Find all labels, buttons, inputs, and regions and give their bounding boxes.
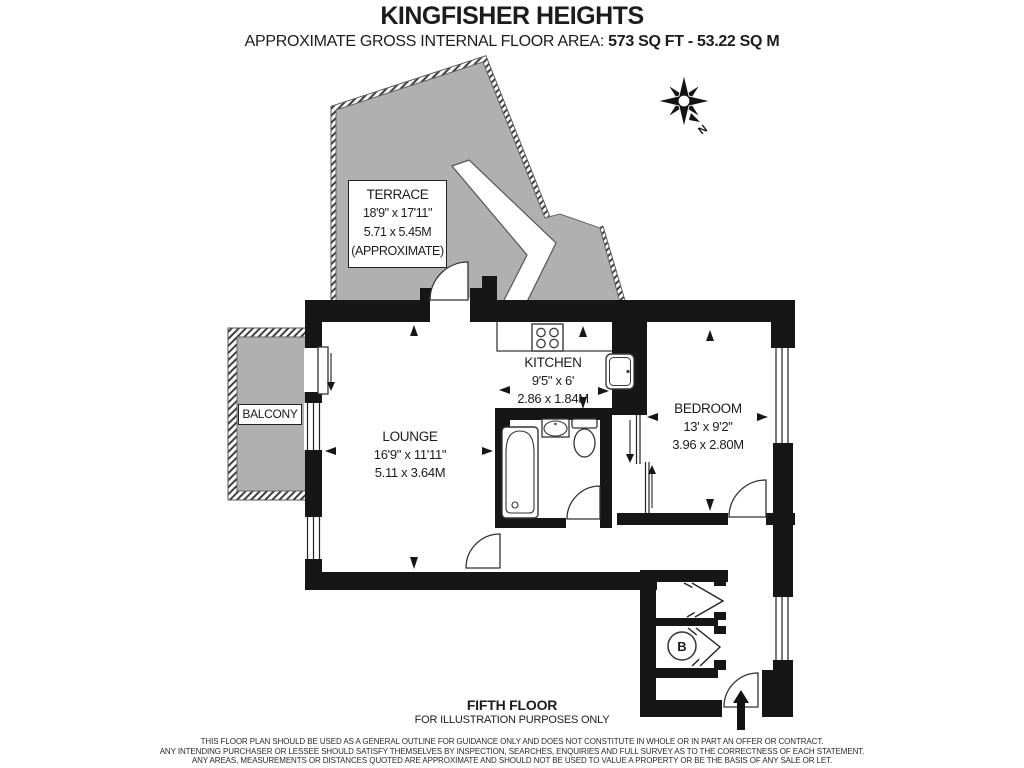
floor-area-value: 573 SQ FT - 53.22 SQ M [608, 33, 780, 50]
lounge-label [310, 428, 510, 482]
toilet-bowl-icon [574, 429, 595, 457]
lounge-name: LOUNGE [382, 429, 438, 444]
kitchen-label [473, 354, 633, 408]
bedroom-label [628, 400, 788, 454]
kitchen-name: KITCHEN [524, 355, 582, 370]
hob-icon [532, 324, 563, 351]
floor-area-subtitle [0, 33, 1024, 51]
bedroom-name: BEDROOM [674, 401, 742, 416]
toilet-cistern-icon [572, 419, 597, 428]
balcony-label-box [238, 404, 302, 425]
balcony-door-leaf [318, 347, 328, 394]
terrace-dims-imperial: 18'9" x 17'11" [363, 206, 432, 220]
disclaimer-line: ANY INTENDING PURCHASER OR LESSEE SHOULD SATISFY THEMSELVES BY INSPECTION, SEARCHES, ENQUIRIES AND FULL SURVEY AS TO THE CORRECTNESS OF EACH STATEMENT. [159, 746, 865, 756]
lounge-dims-imperial: 16'9" x 11'11" [373, 447, 447, 462]
bedroom-dims-imperial: 13' x 9'2" [683, 419, 733, 434]
compass-north-label: N [696, 122, 710, 138]
slide-arrow-down [626, 454, 634, 463]
terrace-name: TERRACE [366, 187, 429, 202]
bedroom-dims-metric: 3.96 x 2.80M [672, 437, 744, 452]
disclaimer-line: THIS FLOOR PLAN SHOULD BE USED AS A GENERAL OUTLINE FOR GUIDANCE ONLY AND DOES NOT CONSTITUTE IN WHOLE OR IN PART AN OFFER OR CONTRACT. [200, 737, 824, 746]
floor-name: FIFTH FLOOR [466, 697, 558, 713]
lounge-dims-metric: 5.11 x 3.64M [374, 465, 446, 480]
boiler-label: B [677, 639, 687, 654]
page-title: KINGFISHER HEIGHTS [380, 2, 644, 30]
disclaimer-block [0, 737, 1024, 766]
kitchen-dims-imperial: 9'5" x 6' [531, 373, 575, 388]
disclaimer-line: ANY AREAS, MEASUREMENTS OR DISTANCES QUOTED ARE APPROXIMATE AND SHOULD NOT BE USED TO VALUE A PROPERTY OR BE THE BASIS OF ANY SALE OR LET. [191, 756, 833, 765]
kitchen-dims-metric: 2.86 x 1.84M [517, 391, 589, 406]
terrace-note: (APPROXIMATE) [351, 244, 444, 258]
terrace-dims-metric: 5.71 x 5.45M [363, 225, 432, 239]
illustration-note: FOR ILLUSTRATION PURPOSES ONLY [414, 714, 610, 726]
balcony-name: BALCONY [242, 407, 298, 421]
floor-area-label: APPROXIMATE GROSS INTERNAL FLOOR AREA: [244, 33, 604, 50]
terrace-label-box [348, 180, 447, 268]
compass-icon [658, 75, 710, 137]
